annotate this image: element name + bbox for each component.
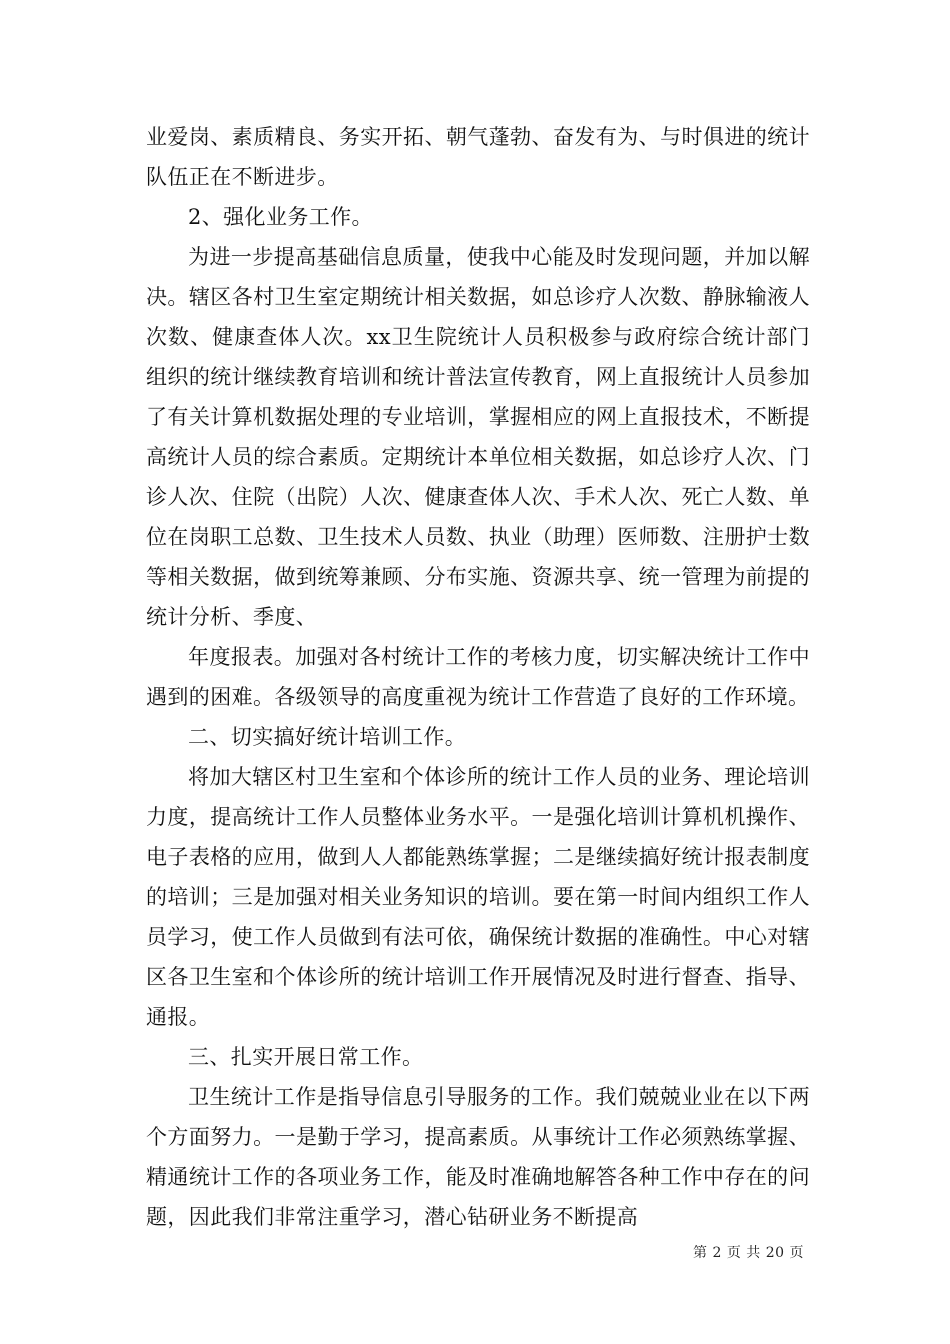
paragraph-continuation: 业爱岗、素质精良、务实开拓、朝气蓬勃、奋发有为、与时俱进的统计队伍正在不断进步。: [146, 125, 810, 189]
page-number: 第 2 页 共 20 页: [693, 1245, 804, 1261]
document-body: [146, 117, 810, 1237]
paragraph-annual-report: 年度报表。加强对各村统计工作的考核力度，切实解决统计工作中遇到的困难。各级领导的高度重视为统计工作营造了良好的工作环境。: [146, 645, 810, 709]
section-heading-daily-work: 三、扎实开展日常工作。: [188, 1045, 424, 1069]
section-heading-training: 二、切实搞好统计培训工作。: [188, 725, 467, 749]
section-heading-business-work: 2、强化业务工作。: [188, 205, 373, 229]
paragraph-training: 将加大辖区村卫生室和个体诊所的统计工作人员的业务、理论培训力度，提高统计工作人员整体业务水平。一是强化培训计算机机操作、电子表格的应用，做到人人都能熟练掌握；二是继续搞好统计报表制度的培训；三是加强对相关业务知识的培训。要在第一时间内组织工作人员学习，使工作人员做到有法可依，确保统计数据的准确性。中心对辖区各卫生室和个体诊所的统计培训工作开展情况及时进行督查、指导、通报。: [146, 765, 810, 1029]
paragraph-data-quality: 为进一步提高基础信息质量，使我中心能及时发现问题，并加以解决。辖区各村卫生室定期统计相关数据，如总诊疗人次数、静脉输液人次数、健康查体人次。xx卫生院统计人员积极参与政府综合统计部门组织的统计继续教育培训和统计普法宣传教育，网上直报统计人员参加了有关计算机数据处理的专业培训，掌握相应的网上直报技术，不断提高统计人员的综合素质。定期统计本单位相关数据，如总诊疗人次、门诊人次、住院（出院）人次、健康查体人次、手术人次、死亡人数、单位在岗职工总数、卫生技术人员数、执业（助理）医师数、注册护士数等相关数据，做到统筹兼顾、分布实施、资源共享、统一管理为前提的统计分析、季度、: [146, 245, 810, 629]
paragraph-daily-work: 卫生统计工作是指导信息引导服务的工作。我们兢兢业业在以下两个方面努力。一是勤于学习，提高素质。从事统计工作必须熟练掌握、精通统计工作的各项业务工作，能及时准确地解答各种工作中存在的问题，因此我们非常注重学习，潜心钻研业务不断提高: [146, 1085, 810, 1229]
